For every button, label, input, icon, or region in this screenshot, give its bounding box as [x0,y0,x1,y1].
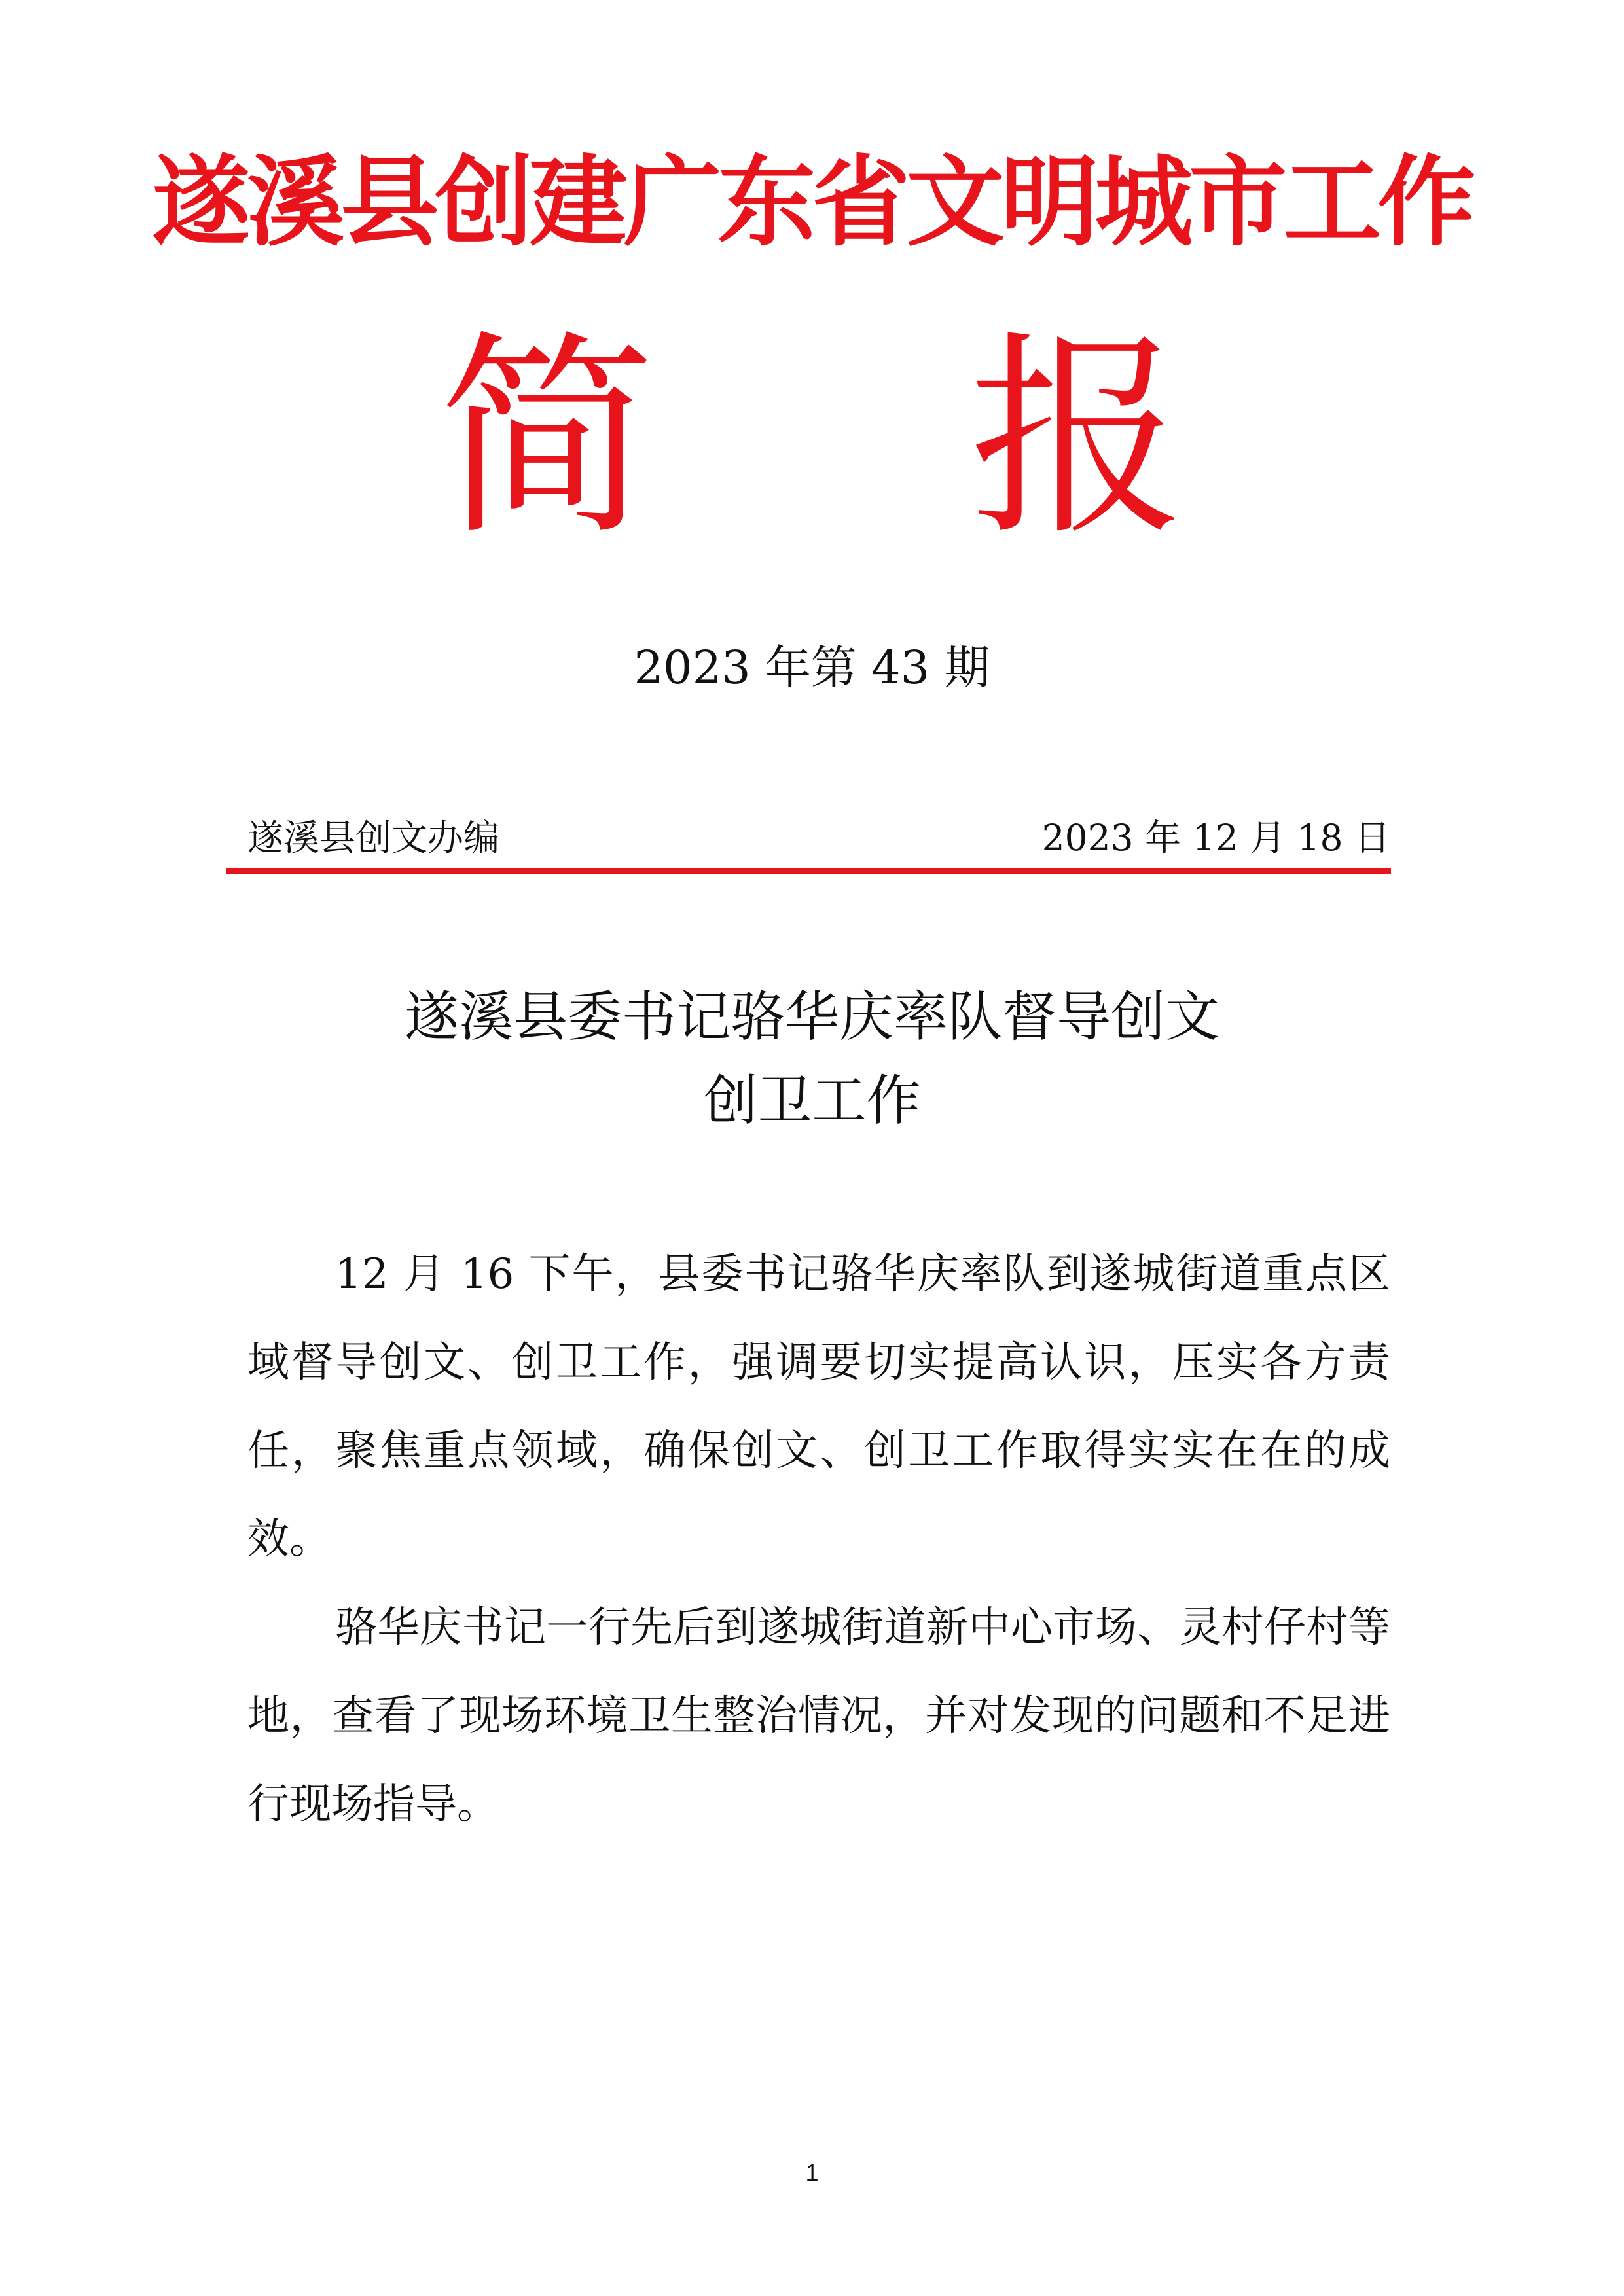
red-divider-line [226,868,1391,874]
meta-row [247,812,1390,864]
masthead-subtitle: 简报 [439,313,1500,564]
publish-date: 2023 年 12 月 18 日 [1041,817,1390,859]
paragraph-1: 12 月 16 下午，县委书记骆华庆率队到遂城街道重点区域督导创文、创卫工作，强调要切实提高认识，压实各方责任，聚焦重点领域，确保创文、创卫工作取得实实在在的成效。 [247,1250,1390,1564]
article-title-line-2: 创卫工作 [703,1069,921,1132]
article-title-line-1: 遂溪县委书记骆华庆率队督导创文 [405,985,1219,1049]
article-title [0,975,1624,1143]
masthead-title: 遂溪县创建广东省文明城市工作 [152,146,1472,260]
paragraph-2: 骆华庆书记一行先后到遂城街道新中心市场、灵村仔村等地，查看了现场环境卫生整治情况，并对发现的问题和不足进行现场指导。 [247,1604,1390,1829]
editor-label: 遂溪县创文办编 [247,817,500,859]
article-body [247,1230,1390,1849]
page-number: 1 [805,2159,819,2186]
issue-number: 2023 年第 43 期 [634,641,990,694]
